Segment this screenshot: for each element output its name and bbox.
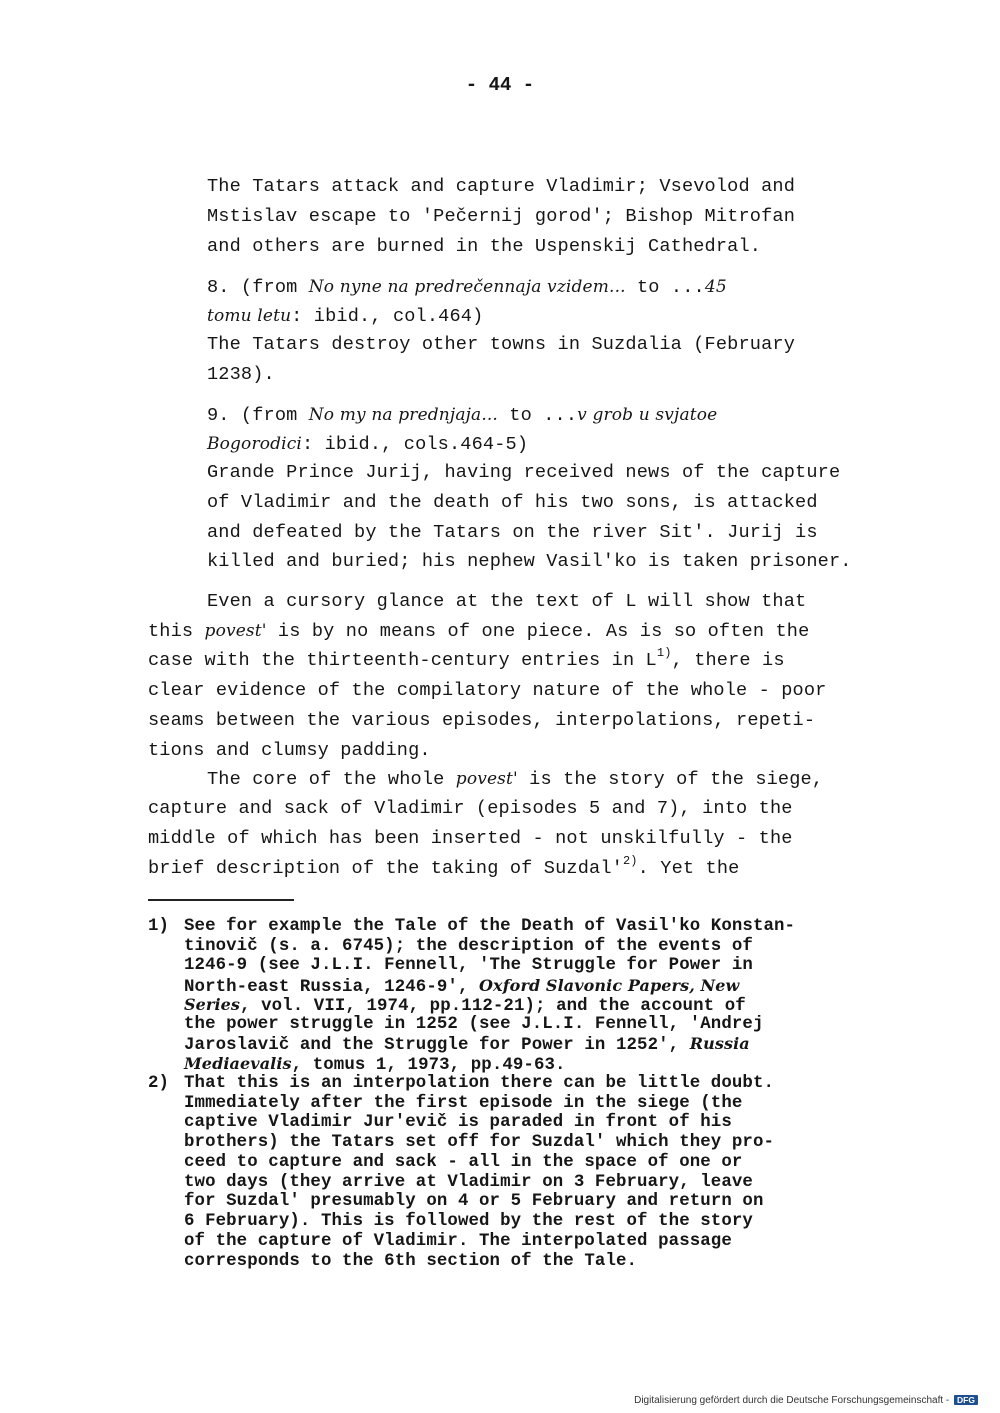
- footer-text: Digitalisierung gefördert durch die Deutsche Forschungsgemeinschaft -: [634, 1395, 950, 1406]
- footnote-1-number: 1): [148, 917, 170, 936]
- body-paragraph-line: clear evidence of the compilatory nature of the whole - poor: [148, 680, 827, 701]
- footnote-2-line: brothers) the Tatars set off for Suzdal' which they pro-: [184, 1133, 775, 1152]
- footnote-2-line: That this is an interpolation there can be little doubt.: [184, 1074, 775, 1093]
- footnote-separator: [148, 899, 294, 901]
- episode-8-reference-cont: tomu letu: ibid., col.464): [207, 306, 484, 327]
- episode-9-reference: 9. (from No my na prednjaja... to ...v grob u svjatoe: [207, 405, 718, 426]
- body-paragraph-line: capture and sack of Vladimir (episodes 5 and 7), into the: [148, 798, 793, 819]
- episode-8-reference: 8. (from No nyne na predrečennaja vzidem... to ...45: [207, 277, 727, 298]
- episode-9-summary: of Vladimir and the death of his two sons, is attacked: [207, 492, 818, 513]
- footnote-2-line: for Suzdal' presumably on 4 or 5 February and return on: [184, 1192, 764, 1211]
- footnote-2-line: corresponds to the 6th section of the Tale.: [184, 1252, 638, 1271]
- summary-line: and others are burned in the Uspenskij Cathedral.: [207, 236, 762, 257]
- footnote-2-line: two days (they arrive at Vladimir on 3 February, leave: [184, 1173, 753, 1192]
- footnote-1-line: Series, vol. VII, 1974, pp.112-21); and the account of: [184, 995, 746, 1016]
- episode-9-summary: killed and buried; his nephew Vasil'ko is taken prisoner.: [207, 551, 852, 572]
- body-paragraph-line: Even a cursory glance at the text of L will show that: [207, 591, 807, 612]
- footnote-2-line: 6 February). This is followed by the rest of the story: [184, 1212, 753, 1231]
- footnote-2-line: captive Vladimir Jur'evič is paraded in front of his: [184, 1113, 732, 1132]
- body-paragraph-line: this povest' is by no means of one piece. As is so often the: [148, 621, 810, 642]
- footnote-2-line: of the capture of Vladimir. The interpolated passage: [184, 1232, 732, 1251]
- dfg-logo: DFG: [954, 1395, 978, 1405]
- body-paragraph-line: brief description of the taking of $Suzdal'^{2)}$. Yet the: [148, 854, 740, 879]
- body-paragraph-line: The core of the whole povest' is the story of the siege,: [207, 769, 824, 790]
- episode-9-reference-cont: Bogorodici: ibid., cols.464-5): [207, 434, 529, 455]
- footnote-1-line: Jaroslavič and the Struggle for Power in 1252', Russia: [184, 1034, 750, 1055]
- footnote-1-line: tinovič (s. a. 6745); the description of the events of: [184, 937, 753, 956]
- footnote-1-line: See for example the Tale of the Death of Vasil'ko Konstan-: [184, 917, 796, 936]
- footnote-1-line: North-east Russia, 1246-9', Oxford Slavonic Papers, New: [184, 976, 740, 997]
- footnote-1-line: Mediaevalis, tomus 1, 1973, pp.49-63.: [184, 1054, 566, 1075]
- footnote-ref-2: 2): [622, 854, 638, 868]
- summary-line: Mstislav escape to 'Pečernij gorod'; Bishop Mitrofan: [207, 206, 796, 227]
- body-paragraph-line: case with the thirteenth-century entries in $L^{1)}$, there is: [148, 646, 785, 671]
- summary-line: The Tatars attack and capture Vladimir; Vsevolod and: [207, 176, 796, 197]
- body-paragraph-line: tions and clumsy padding.: [148, 740, 431, 761]
- footnote-ref-1: 1): [656, 646, 672, 660]
- digitization-footer: [634, 1395, 978, 1406]
- body-paragraph-line: seams between the various episodes, interpolations, repeti-: [148, 710, 816, 731]
- episode-9-summary: Grande Prince Jurij, having received news of the capture: [207, 462, 841, 483]
- episode-8-summary: 1238).: [207, 364, 275, 385]
- footnote-2-line: Immediately after the first episode in the siege (the: [184, 1094, 743, 1113]
- footnote-1-line: 1246-9 (see J.L.I. Fennell, 'The Struggle for Power in: [184, 956, 753, 975]
- episode-9-summary: and defeated by the Tatars on the river Sit'. Jurij is: [207, 522, 818, 543]
- footnote-2-number: 2): [148, 1074, 170, 1093]
- footnote-2-line: ceed to capture and sack - all in the space of one or: [184, 1153, 743, 1172]
- page-number: - 44 -: [465, 74, 535, 96]
- footnote-1-line: the power struggle in 1252 (see J.L.I. Fennell, 'Andrej: [184, 1015, 764, 1034]
- body-paragraph-line: middle of which has been inserted - not unskilfully - the: [148, 828, 793, 849]
- episode-8-summary: The Tatars destroy other towns in Suzdalia (February: [207, 334, 796, 355]
